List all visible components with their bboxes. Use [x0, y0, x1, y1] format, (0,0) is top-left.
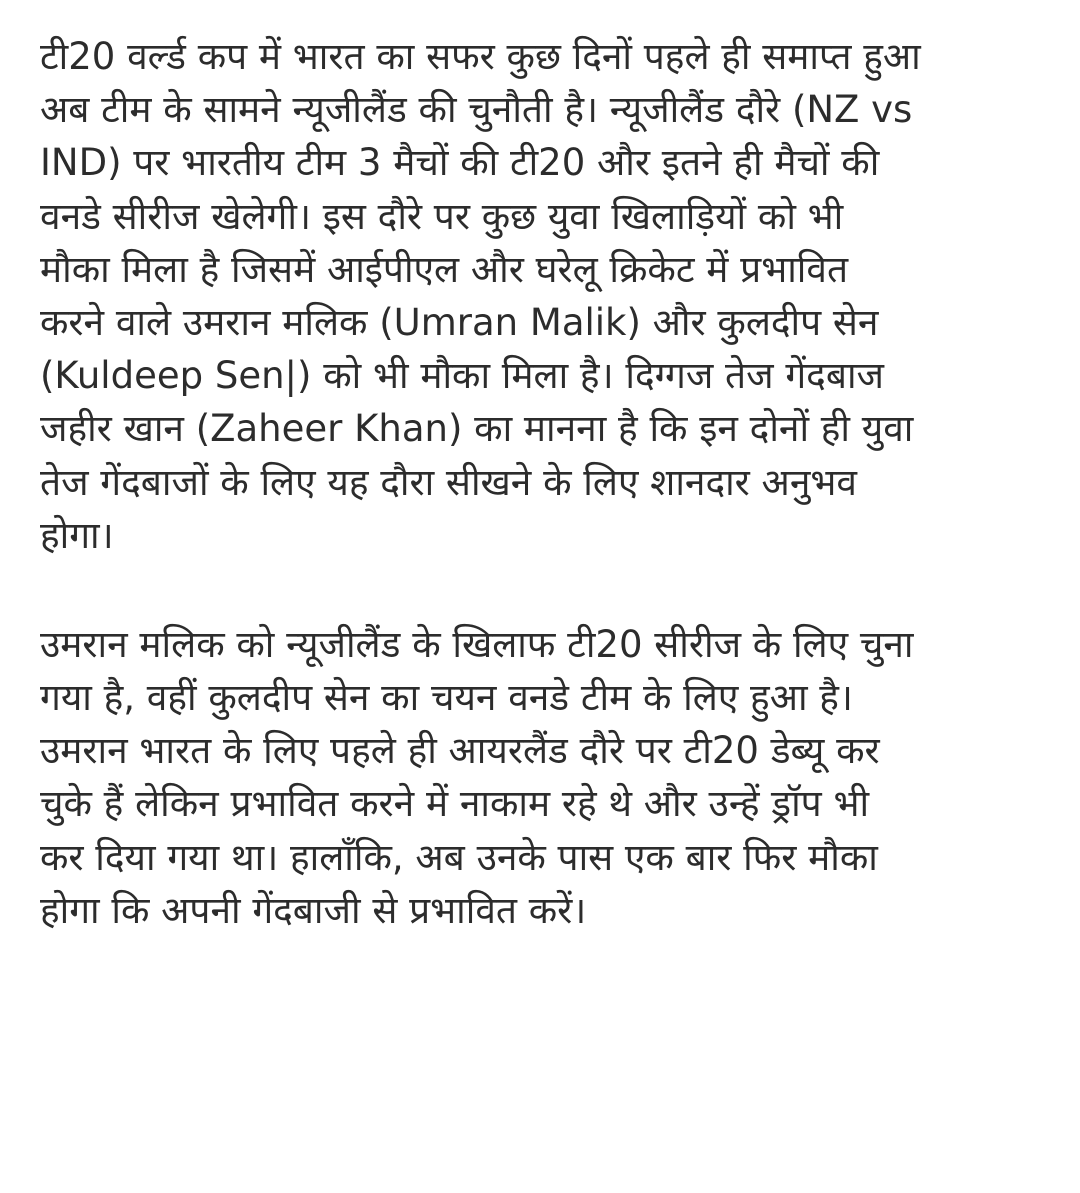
paragraph-line: जहीर खान (Zaheer Khan) का मानना है कि इन दोनों ही युवा	[40, 407, 914, 451]
paragraph-line: उमरान मलिक को न्यूजीलैंड के खिलाफ टी20 सीरीज के लिए चुना	[40, 622, 914, 666]
paragraph-line: अब टीम के सामने न्यूजीलैंड की चुनौती है। न्यूजीलैंड दौरे (NZ vs	[40, 88, 913, 132]
paragraph-line: टी20 वर्ल्ड कप में भारत का सफर कुछ दिनों पहले ही समाप्त हुआ	[40, 35, 921, 78]
paragraph-line: उमरान भारत के लिए पहले ही आयरलैंड दौरे पर टी20 डेब्यू कर	[40, 729, 880, 773]
paragraph-line: (Kuldeep Sen|) को भी मौका मिला है। दिग्गज तेज गेंदबाज	[40, 354, 884, 398]
paragraph-line: होगा।	[40, 513, 114, 557]
paragraph-line: तेज गेंदबाजों के लिए यह दौरा सीखने के लिए शानदार अनुभव	[40, 460, 857, 504]
paragraph-2	[40, 618, 1050, 937]
paragraph-line: कर दिया गया था। हालाँकि, अब उनके पास एक बार फिर मौका	[40, 835, 878, 879]
paragraph-1	[40, 30, 1050, 562]
paragraph-line: मौका मिला है जिसमें आईपीएल और घरेलू क्रिकेट में प्रभावित	[40, 247, 849, 291]
paragraph-line: गया है, वहीं कुलदीप सेन का चयन वनडे टीम के लिए हुआ है।	[40, 676, 853, 720]
paragraph-line: IND) पर भारतीय टीम 3 मैचों की टी20 और इतने ही मैचों की	[40, 141, 880, 185]
paragraph-line: वनडे सीरीज खेलेगी। इस दौरे पर कुछ युवा खिलाड़ियों को भी	[40, 194, 844, 238]
paragraph-line: चुके हैं लेकिन प्रभावित करने में नाकाम रहे थे और उन्हें ड्रॉप भी	[40, 782, 870, 826]
paragraph-spacer	[40, 562, 1050, 618]
paragraph-line: करने वाले उमरान मलिक (Umran Malik) और कुलदीप सेन	[40, 300, 879, 344]
paragraph-line: होगा कि अपनी गेंदबाजी से प्रभावित करें।	[40, 888, 587, 932]
article-body	[40, 30, 1050, 937]
